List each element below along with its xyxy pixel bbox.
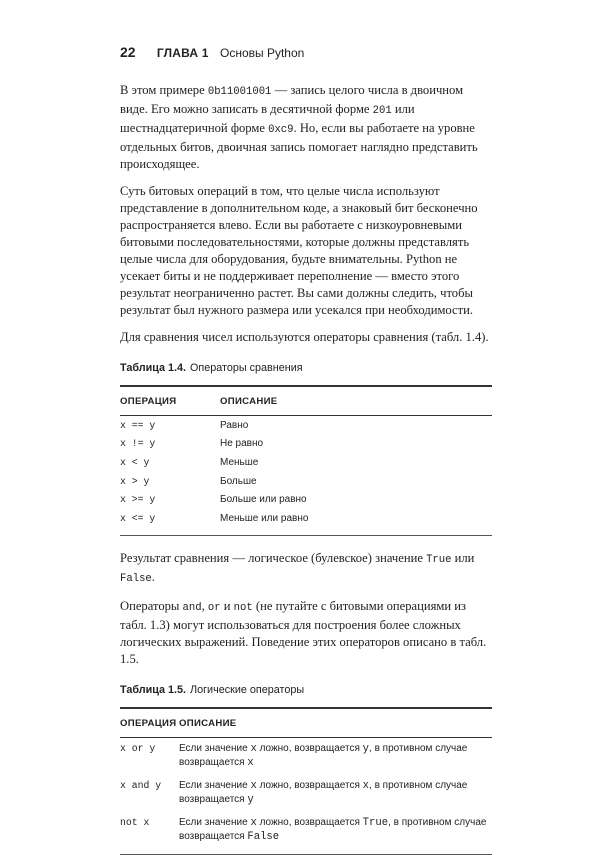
text: Операторы — [120, 598, 183, 613]
text: , в противном случае возвращается — [179, 816, 487, 843]
table-header-row — [120, 708, 492, 738]
table-row — [120, 435, 492, 454]
text: , в противном случае возвращается — [179, 779, 468, 806]
code-hex-literal: 0xc9 — [268, 124, 294, 136]
text: — запись целого числа в двоичном виде. Его можно записать в десятичной форме — [120, 83, 464, 116]
caption-label: Таблица 1.5. — [120, 683, 187, 696]
table-row — [120, 775, 492, 812]
caption-text: Логические операторы — [190, 683, 305, 696]
operation-cell: x != y — [120, 438, 156, 450]
code-and: and — [182, 601, 202, 614]
text: (не путайте с битовыми операциями из табл. 1.3) могут использоваться для построения более сложных логических выражений. Поведение этих операторов описано в табл. 1.5. — [120, 598, 487, 666]
code-true: True — [426, 553, 452, 566]
text: или — [451, 550, 475, 565]
code-operand: x — [250, 742, 257, 755]
text: ложно, возвращается — [256, 779, 363, 791]
column-header-operation: ОПЕРАЦИЯ — [120, 717, 177, 729]
code-operand: x — [362, 779, 370, 792]
table-1-4-caption — [120, 360, 492, 377]
chapter-label: ГЛАВА 1 — [156, 46, 209, 60]
caption-label: Таблица 1.4. — [120, 362, 187, 374]
text: В этом примере — [120, 83, 208, 97]
running-head — [120, 44, 304, 60]
operation-cell: not x — [120, 816, 150, 828]
text: . Но, если вы работаете на уровне отдельных битов, двоичная запись помогает наглядно представить происходящее. — [120, 121, 478, 171]
table-row — [120, 737, 492, 775]
text: , — [201, 598, 208, 613]
column-header-description: ОПИСАНИЕ — [179, 717, 237, 729]
code-false: False — [120, 572, 152, 585]
table-header-row — [120, 386, 492, 416]
text: или шестнадцатеричной форме — [120, 102, 415, 135]
operation-cell: x <= y — [120, 513, 156, 525]
operation-cell: x < y — [120, 456, 150, 468]
caption-text: Операторы сравнения — [190, 362, 303, 374]
operation-cell: x == y — [120, 419, 156, 431]
code-not: not — [233, 601, 253, 614]
table-row — [120, 472, 492, 491]
text: ложно, возвращается — [256, 816, 363, 828]
description-cell: Больше или равно — [220, 494, 307, 506]
code-operand: True — [362, 816, 389, 829]
text: Результат сравнения — логическое (булевское) значение — [120, 550, 427, 565]
paragraph-comparison-result — [120, 550, 492, 588]
page-body — [120, 82, 492, 855]
description-cell — [179, 775, 492, 812]
logical-operators-table — [120, 707, 492, 855]
code-operand: x — [250, 779, 257, 792]
description-cell — [179, 812, 492, 855]
text: Если значение — [179, 779, 251, 791]
code-operand: x — [247, 757, 254, 770]
text: Если значение — [179, 742, 251, 754]
table-row — [120, 416, 492, 435]
column-header-description: ОПИСАНИЕ — [220, 396, 278, 407]
code-operand: x — [250, 816, 257, 829]
table-row — [120, 509, 492, 535]
comparison-operators-table — [120, 385, 492, 536]
paragraph-binary-example — [120, 82, 492, 173]
table-row — [120, 453, 492, 472]
table-row — [120, 491, 492, 510]
code-decimal-literal: 201 — [372, 105, 392, 117]
description-cell: Меньше или равно — [220, 513, 309, 525]
column-header-operation: ОПЕРАЦИЯ — [120, 396, 177, 407]
operation-cell: x and y — [120, 779, 162, 791]
text: . — [151, 569, 155, 584]
code-operand: y — [247, 794, 254, 807]
text: и — [220, 598, 234, 613]
code-binary-literal: 0b11001001 — [207, 86, 272, 98]
description-cell: Больше — [220, 475, 257, 487]
table-1-5-caption — [120, 682, 492, 699]
paragraph-logical-operators — [120, 598, 492, 668]
description-cell — [179, 737, 492, 775]
table-row — [120, 812, 492, 855]
text: ложно, возвращается — [256, 742, 363, 754]
description-cell: Равно — [220, 419, 249, 431]
operation-cell: x >= y — [120, 494, 156, 506]
code-operand: False — [247, 831, 280, 844]
description-cell: Меньше — [220, 456, 259, 468]
text: , в противном случае возвращается — [179, 742, 468, 769]
paragraph-comparison-intro: Для сравнения чисел используются операторы сравнения (табл. 1.4). — [120, 330, 489, 344]
page-number: 22 — [120, 44, 136, 60]
operation-cell: x > y — [120, 475, 150, 487]
text: Если значение — [179, 816, 251, 828]
code-operand: y — [362, 742, 370, 755]
paragraph-bitwise-ops: Суть битовых операций в том, что целые числа используют представление в дополнительном коде, а знаковый бит бесконечно распространяется влево. Если вы работаете с низкоуровневыми битовыми последовательностями, которые должны представлять целые числа для оборудования, будьте внимательны. Python не усекает биты и не поддерживает переполнение — вместо этого результат неограниченно растет. Вы сами должны следить, чтобы результат был нужного размера или усекался при необходимости. — [120, 184, 478, 317]
chapter-title: Основы Python — [220, 46, 305, 60]
code-or: or — [207, 601, 221, 614]
description-cell: Не равно — [220, 438, 264, 450]
operation-cell: x or y — [120, 742, 156, 754]
